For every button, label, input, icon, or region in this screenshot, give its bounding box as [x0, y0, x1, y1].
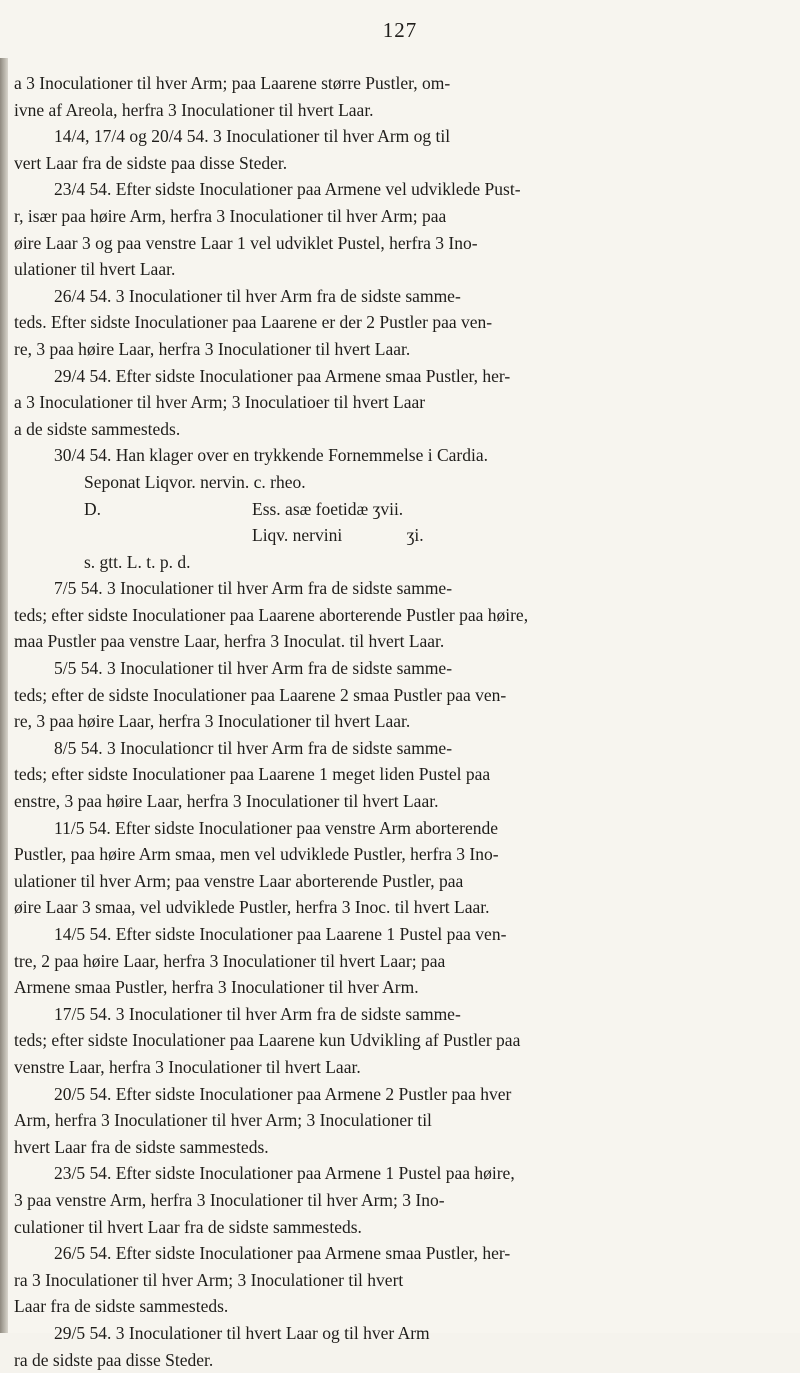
text-line: ra de sidste paa disse Steder.	[14, 1347, 800, 1373]
text-line: vert Laar fra de sidste paa disse Steder.	[14, 150, 800, 177]
prescription-line: Seponat Liqvor. nervin. c. rheo.	[14, 469, 800, 496]
text-line: ulationer til hvert Laar.	[14, 256, 800, 283]
text-line: 5/5 54. 3 Inoculationer til hver Arm fra de sidste samme-	[14, 655, 800, 682]
text-line: Armene smaa Pustler, herfra 3 Inoculationer til hver Arm.	[14, 974, 800, 1001]
prescription-line	[14, 496, 800, 523]
text-line: r, især paa høire Arm, herfra 3 Inoculationer til hver Arm; paa	[14, 203, 800, 230]
text-line: re, 3 paa høire Laar, herfra 3 Inoculationer til hvert Laar.	[14, 336, 800, 363]
text-line: 11/5 54. Efter sidste Inoculationer paa venstre Arm aborterende	[14, 815, 800, 842]
text-line: Pustler, paa høire Arm smaa, men vel udviklede Pustler, herfra 3 Ino-	[14, 841, 800, 868]
text-line: 29/5 54. 3 Inoculationer til hvert Laar og til hver Arm	[14, 1320, 800, 1347]
text-line: teds. Efter sidste Inoculationer paa Laarene er der 2 Pustler paa ven-	[14, 309, 800, 336]
text-line: 7/5 54. 3 Inoculationer til hver Arm fra de sidste samme-	[14, 575, 800, 602]
text-line: 26/5 54. Efter sidste Inoculationer paa Armene smaa Pustler, her-	[14, 1240, 800, 1267]
text-line: ra 3 Inoculationer til hver Arm; 3 Inoculationer til hvert	[14, 1267, 800, 1294]
prescription-dose: ʒvii.	[373, 499, 404, 519]
page-binding-edge	[0, 58, 8, 1333]
text-line: teds; efter sidste Inoculationer paa Laarene 1 meget liden Pustel paa	[14, 761, 800, 788]
prescription-drug: Liqv. nervini	[252, 525, 342, 545]
text-line: 29/4 54. Efter sidste Inoculationer paa Armene smaa Pustler, her-	[14, 363, 800, 390]
text-line: venstre Laar, herfra 3 Inoculationer til hvert Laar.	[14, 1054, 800, 1081]
text-line: 23/5 54. Efter sidste Inoculationer paa Armene 1 Pustel paa høire,	[14, 1160, 800, 1187]
text-line: 8/5 54. 3 Inoculationcr til hver Arm fra de sidste samme-	[14, 735, 800, 762]
text-line: culationer til hvert Laar fra de sidste sammesteds.	[14, 1214, 800, 1241]
prescription-label: D.	[84, 496, 252, 523]
text-line: re, 3 paa høire Laar, herfra 3 Inoculationer til hvert Laar.	[14, 708, 800, 735]
text-line: 14/5 54. Efter sidste Inoculationer paa Laarene 1 Pustel paa ven-	[14, 921, 800, 948]
text-line: øire Laar 3 smaa, vel udviklede Pustler, herfra 3 Inoc. til hvert Laar.	[14, 894, 800, 921]
text-line: 30/4 54. Han klager over en trykkende Fornemmelse i Cardia.	[14, 442, 800, 469]
text-line: maa Pustler paa venstre Laar, herfra 3 Inoculat. til hvert Laar.	[14, 628, 800, 655]
text-line: ivne af Areola, herfra 3 Inoculationer til hvert Laar.	[14, 97, 800, 124]
page-body	[14, 70, 800, 1373]
text-line: 3 paa venstre Arm, herfra 3 Inoculationer til hver Arm; 3 Ino-	[14, 1187, 800, 1214]
text-line: Laar fra de sidste sammesteds.	[14, 1293, 800, 1320]
text-line: 14/4, 17/4 og 20/4 54. 3 Inoculationer til hver Arm og til	[14, 123, 800, 150]
text-line: hvert Laar fra de sidste sammesteds.	[14, 1134, 800, 1161]
text-line: enstre, 3 paa høire Laar, herfra 3 Inoculationer til hvert Laar.	[14, 788, 800, 815]
text-line: øire Laar 3 og paa venstre Laar 1 vel udviklet Pustel, herfra 3 Ino-	[14, 230, 800, 257]
text-line: a 3 Inoculationer til hver Arm; paa Laarene større Pustler, om-	[14, 70, 800, 97]
text-line: teds; efter sidste Inoculationer paa Laarene kun Udvikling af Pustler paa	[14, 1027, 800, 1054]
text-line: 20/5 54. Efter sidste Inoculationer paa Armene 2 Pustler paa hver	[14, 1081, 800, 1108]
text-line: a de sidste sammesteds.	[14, 416, 800, 443]
text-line: 26/4 54. 3 Inoculationer til hver Arm fra de sidste samme-	[14, 283, 800, 310]
text-line: tre, 2 paa høire Laar, herfra 3 Inoculationer til hvert Laar; paa	[14, 948, 800, 975]
text-line: teds; efter sidste Inoculationer paa Laarene aborterende Pustler paa høire,	[14, 602, 800, 629]
prescription-line: s. gtt. L. t. p. d.	[14, 549, 800, 576]
text-line: 23/4 54. Efter sidste Inoculationer paa Armene vel udviklede Pust-	[14, 176, 800, 203]
text-line: a 3 Inoculationer til hver Arm; 3 Inoculatioer til hvert Laar	[14, 389, 800, 416]
prescription-drug: Ess. asæ foetidæ	[252, 499, 368, 519]
text-line: 17/5 54. 3 Inoculationer til hver Arm fra de sidste samme-	[14, 1001, 800, 1028]
text-line: teds; efter de sidste Inoculationer paa Laarene 2 smaa Pustler paa ven-	[14, 682, 800, 709]
page-number: 127	[0, 18, 800, 43]
text-line: ulationer til hver Arm; paa venstre Laar aborterende Pustler, paa	[14, 868, 800, 895]
prescription-line	[14, 522, 800, 549]
text-line: Arm, herfra 3 Inoculationer til hver Arm; 3 Inoculationer til	[14, 1107, 800, 1134]
prescription-dose: ʒi.	[347, 525, 424, 545]
